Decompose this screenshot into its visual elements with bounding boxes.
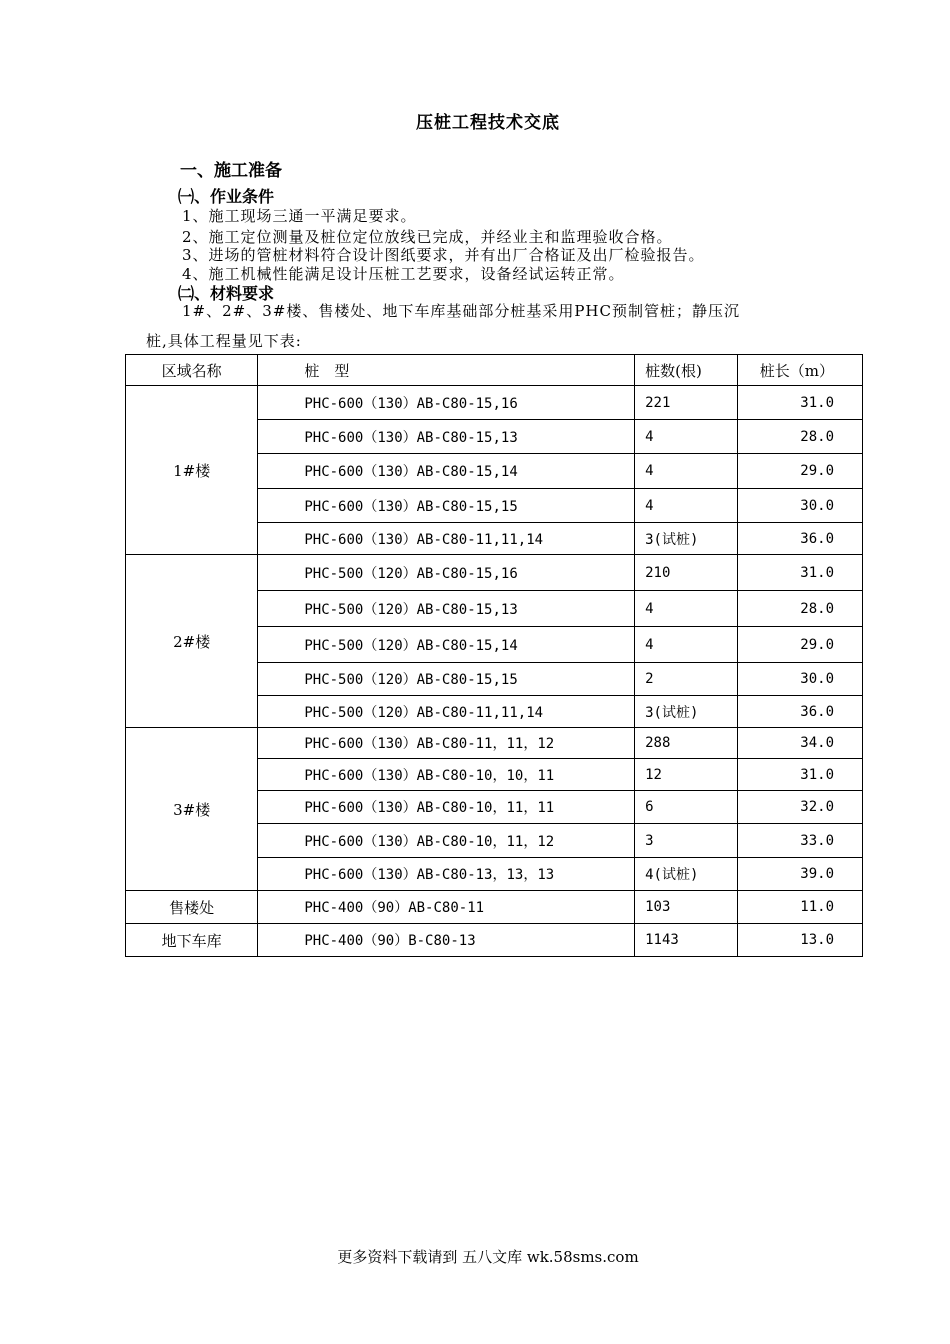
- pile-quantity-table: [125, 354, 863, 957]
- table-row: [126, 924, 863, 957]
- pile-type-cell: PHC-600（130）AB-C80-11,11,14: [258, 523, 635, 555]
- pile-count-cell: 3(试桩): [635, 523, 738, 555]
- pile-type-cell: PHC-600（130）AB-C80-15,14: [258, 454, 635, 489]
- condition-item: 1、施工现场三通一平满足要求。: [182, 207, 417, 225]
- pile-type-cell: PHC-500（120）AB-C80-15,14: [258, 627, 635, 663]
- pile-type-cell: PHC-600（130）AB-C80-10，11，11: [258, 791, 635, 824]
- document-title: 压桩工程技术交底: [416, 113, 560, 133]
- pile-length-cell: 29.0: [737, 454, 862, 489]
- pile-count-cell: 4: [635, 420, 738, 454]
- pile-count-cell: 12: [635, 759, 738, 791]
- subsection-heading-conditions: ㈠、作业条件: [178, 187, 275, 206]
- pile-type-cell: PHC-600（130）AB-C80-15,16: [258, 386, 635, 420]
- table-row: [126, 555, 863, 591]
- pile-length-cell: 31.0: [737, 386, 862, 420]
- footer-note: 更多资料下载请到 五八文库 wk.58sms.com: [337, 1248, 639, 1266]
- header-pile-length: 桩长（m）: [737, 355, 862, 386]
- area-name-cell: 地下车库: [126, 924, 258, 957]
- pile-type-cell: PHC-600（130）AB-C80-10，10，11: [258, 759, 635, 791]
- pile-count-cell: 221: [635, 386, 738, 420]
- pile-type-cell: PHC-400（90）B-C80-13: [258, 924, 635, 957]
- table-row: [126, 386, 863, 420]
- pile-count-cell: 4: [635, 454, 738, 489]
- pile-type-cell: PHC-600（130）AB-C80-11，11，12: [258, 728, 635, 759]
- header-area: 区域名称: [126, 355, 258, 386]
- pile-count-cell: 3(试桩): [635, 696, 738, 728]
- pile-type-cell: PHC-600（130）AB-C80-13，13，13: [258, 858, 635, 891]
- pile-count-cell: 2: [635, 663, 738, 696]
- pile-type-cell: PHC-500（120）AB-C80-15,16: [258, 555, 635, 591]
- pile-type-cell: PHC-500（120）AB-C80-15,15: [258, 663, 635, 696]
- pile-count-cell: 3: [635, 824, 738, 858]
- pile-type-cell: PHC-600（130）AB-C80-15,15: [258, 489, 635, 523]
- condition-item: 3、进场的管桩材料符合设计图纸要求，并有出厂合格证及出厂检验报告。: [182, 246, 705, 264]
- area-name-cell: 1#楼: [126, 386, 258, 555]
- pile-length-cell: 28.0: [737, 420, 862, 454]
- pile-length-cell: 11.0: [737, 891, 862, 924]
- pile-type-cell: PHC-600（130）AB-C80-10，11，12: [258, 824, 635, 858]
- subsection-heading-materials: ㈡、材料要求: [178, 284, 275, 303]
- pile-length-cell: 29.0: [737, 627, 862, 663]
- pile-length-cell: 32.0: [737, 791, 862, 824]
- pile-length-cell: 13.0: [737, 924, 862, 957]
- header-pile-count: 桩数(根): [635, 355, 738, 386]
- section-heading-preparation: 一、施工准备: [180, 161, 282, 181]
- pile-length-cell: 28.0: [737, 591, 862, 627]
- area-name-cell: 2#楼: [126, 555, 258, 728]
- pile-count-cell: 6: [635, 791, 738, 824]
- condition-item: 2、施工定位测量及桩位定位放线已完成，并经业主和监理验收合格。: [182, 228, 673, 246]
- pile-count-cell: 4(试桩): [635, 858, 738, 891]
- pile-length-cell: 31.0: [737, 759, 862, 791]
- materials-paragraph-line: 1#、2#、3#楼、售楼处、地下车库基础部分桩基采用PHC预制管桩；静压沉: [182, 302, 740, 320]
- pile-count-cell: 4: [635, 591, 738, 627]
- materials-paragraph-line: 桩,具体工程量见下表:: [146, 332, 302, 350]
- area-name-cell: 3#楼: [126, 728, 258, 891]
- pile-length-cell: 34.0: [737, 728, 862, 759]
- pile-type-cell: PHC-600（130）AB-C80-15,13: [258, 420, 635, 454]
- pile-type-cell: PHC-500（120）AB-C80-11,11,14: [258, 696, 635, 728]
- pile-type-cell: PHC-400（90）AB-C80-11: [258, 891, 635, 924]
- condition-item: 4、施工机械性能满足设计压桩工艺要求，设备经试运转正常。: [182, 265, 625, 283]
- pile-length-cell: 39.0: [737, 858, 862, 891]
- table-row: [126, 891, 863, 924]
- pile-count-cell: 103: [635, 891, 738, 924]
- pile-type-cell: PHC-500（120）AB-C80-15,13: [258, 591, 635, 627]
- pile-length-cell: 31.0: [737, 555, 862, 591]
- pile-length-cell: 33.0: [737, 824, 862, 858]
- pile-count-cell: 210: [635, 555, 738, 591]
- pile-count-cell: 288: [635, 728, 738, 759]
- area-name-cell: 售楼处: [126, 891, 258, 924]
- pile-count-cell: 1143: [635, 924, 738, 957]
- pile-count-cell: 4: [635, 627, 738, 663]
- table-row: [126, 728, 863, 759]
- pile-length-cell: 36.0: [737, 523, 862, 555]
- header-pile-type: 桩 型: [258, 355, 635, 386]
- pile-count-cell: 4: [635, 489, 738, 523]
- pile-length-cell: 30.0: [737, 489, 862, 523]
- pile-length-cell: 30.0: [737, 663, 862, 696]
- table-header-row: [126, 355, 863, 386]
- pile-length-cell: 36.0: [737, 696, 862, 728]
